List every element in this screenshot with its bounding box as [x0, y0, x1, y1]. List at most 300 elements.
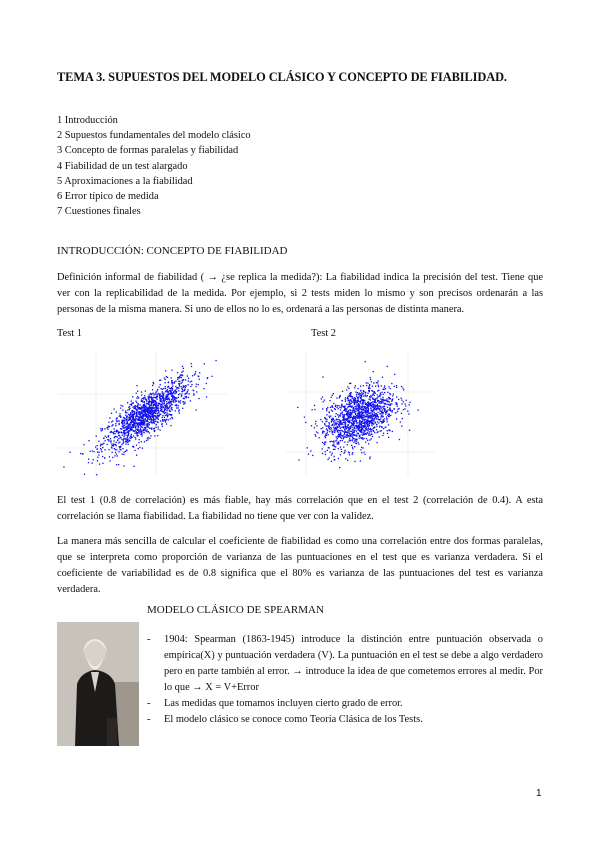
- scatter-point: [342, 430, 343, 431]
- scatter-point: [368, 428, 369, 429]
- scatter-point: [402, 418, 403, 419]
- scatter-point: [369, 431, 370, 432]
- scatter-point: [151, 393, 152, 394]
- scatter-point: [154, 413, 155, 414]
- scatter-point: [307, 447, 308, 448]
- scatter-point: [338, 458, 339, 459]
- scatter-point: [118, 433, 119, 434]
- scatter-point: [391, 411, 392, 412]
- scatter-point: [330, 451, 331, 452]
- scatter-point: [342, 414, 343, 415]
- scatter-point: [154, 428, 155, 429]
- scatter-point: [185, 387, 186, 388]
- scatter-point: [107, 429, 108, 430]
- scatter-point: [151, 410, 152, 411]
- scatter-point: [359, 406, 360, 407]
- scatter-point: [329, 411, 330, 412]
- toc-item: 1 Introducción: [57, 115, 118, 126]
- bullet-dash: -: [147, 698, 151, 709]
- scatter-point: [97, 445, 98, 446]
- scatter-point: [115, 445, 116, 446]
- scatter-point: [140, 414, 141, 415]
- scatter-point: [167, 394, 168, 395]
- scatter-point: [346, 428, 347, 429]
- scatter-point: [147, 409, 148, 410]
- scatter-point: [347, 421, 348, 422]
- scatter-point: [146, 399, 147, 400]
- scatter-point: [165, 421, 166, 422]
- scatter-point: [402, 388, 403, 389]
- scatter-point: [136, 455, 137, 456]
- scatter-point: [182, 408, 183, 409]
- scatter-point: [178, 394, 179, 395]
- scatter-point: [146, 401, 147, 402]
- scatter-point: [122, 443, 123, 444]
- scatter-point: [348, 410, 349, 411]
- scatter-point: [154, 410, 155, 411]
- scatter-point: [136, 429, 137, 430]
- scatter-point: [345, 426, 346, 427]
- scatter-point: [140, 428, 141, 429]
- scatter-point: [382, 427, 383, 428]
- scatter-point: [144, 441, 145, 442]
- scatter-point: [129, 425, 130, 426]
- scatter-point: [161, 398, 162, 399]
- scatter-point: [166, 397, 167, 398]
- scatter-point: [345, 436, 346, 437]
- scatter-point: [325, 435, 326, 436]
- scatter-point: [326, 419, 327, 420]
- scatter-point: [93, 459, 94, 460]
- scatter-point: [378, 400, 379, 401]
- scatter-point: [324, 442, 325, 443]
- scatter-point: [370, 397, 371, 398]
- scatter-point: [114, 431, 115, 432]
- scatter-point: [193, 390, 194, 391]
- scatter-point: [367, 440, 368, 441]
- scatter-point: [137, 416, 138, 417]
- scatter-point: [170, 393, 171, 394]
- scatter-point: [128, 414, 129, 415]
- scatter-point: [111, 425, 112, 426]
- scatter-point: [341, 424, 342, 425]
- scatter-point: [370, 456, 371, 457]
- scatter-point: [156, 424, 157, 425]
- scatter-point: [366, 404, 367, 405]
- scatter-point: [372, 386, 373, 387]
- scatter-point: [149, 400, 150, 401]
- scatter-point: [331, 461, 332, 462]
- scatter-point: [366, 414, 367, 415]
- scatter-point: [131, 416, 132, 417]
- scatter-point: [378, 408, 379, 409]
- scatter-point: [375, 407, 376, 408]
- scatter-point: [129, 409, 130, 410]
- scatter-point: [387, 392, 388, 393]
- scatter-point: [147, 414, 148, 415]
- scatter-point: [100, 428, 101, 429]
- scatter-point: [151, 420, 152, 421]
- scatter-point: [172, 397, 173, 398]
- scatter-point: [135, 405, 136, 406]
- scatter-point: [362, 407, 363, 408]
- scatter-point: [171, 382, 172, 383]
- scatter-point: [148, 406, 149, 407]
- scatter-point: [388, 386, 389, 387]
- scatter-point: [338, 408, 339, 409]
- scatter-point: [401, 403, 402, 404]
- scatter-point: [324, 417, 325, 418]
- scatter-point: [123, 454, 124, 455]
- scatter-point: [380, 398, 381, 399]
- scatter-point: [150, 401, 151, 402]
- scatter-point: [375, 416, 376, 417]
- scatter-point: [97, 457, 98, 458]
- scatter-point: [372, 414, 373, 415]
- scatter-point: [343, 453, 344, 454]
- scatter-point: [353, 438, 354, 439]
- scatter-point: [354, 404, 355, 405]
- scatter-point: [116, 453, 117, 454]
- scatter-point: [322, 427, 323, 428]
- scatter-point: [370, 404, 371, 405]
- scatter-point: [336, 429, 337, 430]
- scatter-point: [132, 396, 133, 397]
- scatter-point: [369, 416, 370, 417]
- scatter-point: [369, 458, 370, 459]
- scatter-point: [315, 421, 316, 422]
- scatter-point: [322, 421, 323, 422]
- scatter-point: [359, 423, 360, 424]
- scatter-point: [137, 429, 138, 430]
- scatter-point: [177, 372, 178, 373]
- scatter-point: [63, 466, 64, 467]
- scatter-point: [157, 394, 158, 395]
- scatter-point: [125, 410, 126, 411]
- scatter-point: [108, 449, 109, 450]
- scatter-point: [378, 402, 379, 403]
- scatter-point: [133, 435, 134, 436]
- scatter-point: [135, 408, 136, 409]
- scatter-point: [311, 425, 312, 426]
- scatter-point: [355, 398, 356, 399]
- scatter-point: [341, 435, 342, 436]
- scatter-point: [361, 428, 362, 429]
- scatter-point: [359, 429, 360, 430]
- scatter-point: [135, 401, 136, 402]
- scatter-point: [354, 420, 355, 421]
- scatter-point: [163, 407, 164, 408]
- scatter-point: [162, 392, 163, 393]
- scatter-point: [340, 420, 341, 421]
- scatter-point: [374, 402, 375, 403]
- scatter-point: [139, 423, 140, 424]
- scatter-point: [332, 434, 333, 435]
- scatter-point: [181, 388, 182, 389]
- scatter-point: [196, 384, 197, 385]
- scatter-point: [158, 426, 159, 427]
- scatter-point: [176, 398, 177, 399]
- reliability-paragraph: La manera más sencilla de calcular el coeficiente de fiabilidad es como una correlación entre dos formas paralelas, que se interpreta como proporción de varianza de las puntuaciones en el test que es varianza verdadera. Si el coeficiente de variabilidad es de 0.8 significa que el 80% es varianza de las puntuaciones del test es varianza verdadera.: [57, 536, 543, 595]
- scatter-point: [343, 447, 344, 448]
- scatter-point: [207, 378, 208, 379]
- scatter-point: [113, 432, 114, 433]
- scatter-point: [337, 407, 338, 408]
- scatter-point: [149, 432, 150, 433]
- scatter-point: [171, 407, 172, 408]
- scatter-point: [157, 415, 158, 416]
- scatter-point: [120, 416, 121, 417]
- scatter-point: [329, 431, 330, 432]
- scatter-point: [340, 454, 341, 455]
- scatter-point: [326, 414, 327, 415]
- scatter-point: [149, 415, 150, 416]
- scatter-point: [182, 389, 183, 390]
- scatter-point: [129, 423, 130, 424]
- scatter-point: [373, 382, 374, 383]
- scatter-point: [315, 436, 316, 437]
- scatter-point: [350, 400, 351, 401]
- scatter-point: [323, 401, 324, 402]
- scatter-point: [190, 400, 191, 401]
- scatter-point: [374, 406, 375, 407]
- scatter-point: [385, 427, 386, 428]
- scatter-point: [366, 382, 367, 383]
- scatter-point: [100, 444, 101, 445]
- scatter-point: [355, 419, 356, 420]
- scatter-point: [102, 429, 103, 430]
- scatter-point: [314, 409, 315, 410]
- scatter-point: [125, 444, 126, 445]
- scatter-point: [377, 442, 378, 443]
- scatter-point: [164, 402, 165, 403]
- scatter-point: [369, 439, 370, 440]
- scatter-point: [337, 405, 338, 406]
- scatter-point: [355, 439, 356, 440]
- scatter-point: [353, 410, 354, 411]
- scatter-point: [161, 402, 162, 403]
- scatter-point: [329, 417, 330, 418]
- scatter-point: [142, 398, 143, 399]
- scatter-point: [336, 397, 337, 398]
- scatter-point: [361, 396, 362, 397]
- scatter-point: [122, 410, 123, 411]
- scatter-point: [335, 416, 336, 417]
- scatter-point: [332, 405, 333, 406]
- scatter-point: [351, 422, 352, 423]
- scatter-point: [381, 385, 382, 386]
- scatter-point: [153, 401, 154, 402]
- scatter-point: [370, 408, 371, 409]
- scatter-point: [160, 384, 161, 385]
- scatter-point: [362, 412, 363, 413]
- scatter-point: [163, 395, 164, 396]
- scatter-point: [357, 388, 358, 389]
- scatter-point: [366, 438, 367, 439]
- scatter-point: [125, 451, 126, 452]
- scatter-point: [198, 376, 199, 377]
- scatter-point: [405, 405, 406, 406]
- scatter-point: [104, 428, 105, 429]
- scatter-point: [180, 402, 181, 403]
- scatter-point: [155, 401, 156, 402]
- scatter-point: [178, 383, 179, 384]
- scatter-point: [137, 396, 138, 397]
- scatter-point: [117, 436, 118, 437]
- scatter-point: [120, 437, 121, 438]
- scatter-point: [338, 424, 339, 425]
- scatter-point: [377, 408, 378, 409]
- scatter-point: [151, 429, 152, 430]
- scatter-point: [322, 397, 323, 398]
- scatter-point: [338, 434, 339, 435]
- scatter-point: [379, 413, 380, 414]
- bullet-text: El modelo clásico se conoce como Teoría Clásica de los Tests.: [164, 714, 423, 725]
- scatter-point: [181, 393, 182, 394]
- scatter-point: [355, 411, 356, 412]
- scatter-point: [383, 394, 384, 395]
- scatter-point: [362, 403, 363, 404]
- scatter-point: [347, 404, 348, 405]
- scatter-point: [154, 430, 155, 431]
- scatter-point: [375, 386, 376, 387]
- scatter-point: [322, 453, 323, 454]
- scatter-point: [127, 437, 128, 438]
- scatter-point: [364, 419, 365, 420]
- scatter-point: [386, 400, 387, 401]
- scatter-point: [350, 414, 351, 415]
- scatter-point: [166, 401, 167, 402]
- scatter-point: [187, 375, 188, 376]
- scatter-point: [404, 403, 405, 404]
- scatter-point: [388, 409, 389, 410]
- scatter-point: [350, 410, 351, 411]
- scatter-point: [186, 397, 187, 398]
- scatter-point: [168, 419, 169, 420]
- scatter-point: [403, 401, 404, 402]
- toc-item: 3 Concepto de formas paralelas y fiabilidad: [57, 145, 239, 157]
- scatter-point: [175, 410, 176, 411]
- scatter-point: [372, 401, 373, 402]
- scatter-point: [363, 385, 364, 386]
- scatter-point: [130, 417, 131, 418]
- scatter-point: [181, 386, 182, 387]
- scatter-point: [342, 424, 343, 425]
- scatter-point: [349, 454, 350, 455]
- scatter-point: [347, 415, 348, 416]
- scatter-point: [376, 398, 377, 399]
- scatter-point: [332, 411, 333, 412]
- scatter-point: [360, 460, 361, 461]
- scatter-point: [366, 385, 367, 386]
- scatter-point: [151, 403, 152, 404]
- scatter-point: [360, 417, 361, 418]
- scatter-point: [379, 405, 380, 406]
- scatter-point: [336, 436, 337, 437]
- scatter-point: [172, 383, 173, 384]
- scatter-point: [363, 438, 364, 439]
- scatter-point: [322, 442, 323, 443]
- scatter-point: [155, 415, 156, 416]
- scatter-point: [161, 407, 162, 408]
- scatter-point: [122, 435, 123, 436]
- scatter-point: [340, 440, 341, 441]
- scatter-point: [359, 412, 360, 413]
- scatter-point: [136, 385, 137, 386]
- scatter-point: [325, 418, 326, 419]
- scatter-point: [100, 445, 101, 446]
- correlation-paragraph: El test 1 (0.8 de correlación) es más fiable, hay más correlación que en el test 2 (correlación de 0.4). A esta correlación se llama fiabilidad. La fiabilidad no tiene que ver con la validez.: [57, 495, 543, 522]
- scatter-point: [160, 395, 161, 396]
- scatter-point: [382, 397, 383, 398]
- scatter-point: [372, 394, 373, 395]
- scatter-point: [337, 414, 338, 415]
- scatter-point: [362, 419, 363, 420]
- scatter-point: [188, 393, 189, 394]
- scatter-point: [340, 428, 341, 429]
- scatter-point: [352, 417, 353, 418]
- scatter-point: [333, 393, 334, 394]
- scatter-point: [157, 390, 158, 391]
- scatter-point: [102, 456, 103, 457]
- scatter-point: [115, 449, 116, 450]
- scatter-point: [330, 416, 331, 417]
- scatter-point: [386, 416, 387, 417]
- scatter-point: [167, 409, 168, 410]
- scatter-point: [363, 425, 364, 426]
- scatter-point: [333, 421, 334, 422]
- scatter-point: [354, 387, 355, 388]
- scatter-point: [165, 415, 166, 416]
- scatter-point: [122, 406, 123, 407]
- scatter-point: [125, 429, 126, 430]
- scatter-point: [353, 408, 354, 409]
- scatter-point: [340, 432, 341, 433]
- scatter-point: [380, 411, 381, 412]
- scatter-point: [349, 383, 350, 384]
- scatter-point: [358, 429, 359, 430]
- scatter-point: [339, 467, 340, 468]
- scatter-point: [375, 417, 376, 418]
- scatter-point: [188, 397, 189, 398]
- scatter-point: [345, 458, 346, 459]
- scatter-point: [108, 426, 109, 427]
- scatter-point: [182, 381, 183, 382]
- scatter-point: [129, 437, 130, 438]
- scatter-point: [154, 405, 155, 406]
- scatter-point: [127, 435, 128, 436]
- scatter-point: [107, 439, 108, 440]
- scatter-point: [140, 429, 141, 430]
- scatter-point: [125, 427, 126, 428]
- scatter-point: [141, 401, 142, 402]
- scatter-point: [134, 450, 135, 451]
- scatter-point: [363, 408, 364, 409]
- scatter-point: [136, 445, 137, 446]
- scatter-point: [116, 449, 117, 450]
- scatter-point: [173, 391, 174, 392]
- scatter-point: [403, 389, 404, 390]
- scatter-point: [361, 430, 362, 431]
- scatter-point: [372, 404, 373, 405]
- scatter-point: [382, 411, 383, 412]
- scatter-point: [151, 422, 152, 423]
- scatter-point: [360, 398, 361, 399]
- scatter-point: [374, 412, 375, 413]
- scatter-point: [139, 420, 140, 421]
- scatter-point: [215, 360, 216, 361]
- scatter-point: [364, 454, 365, 455]
